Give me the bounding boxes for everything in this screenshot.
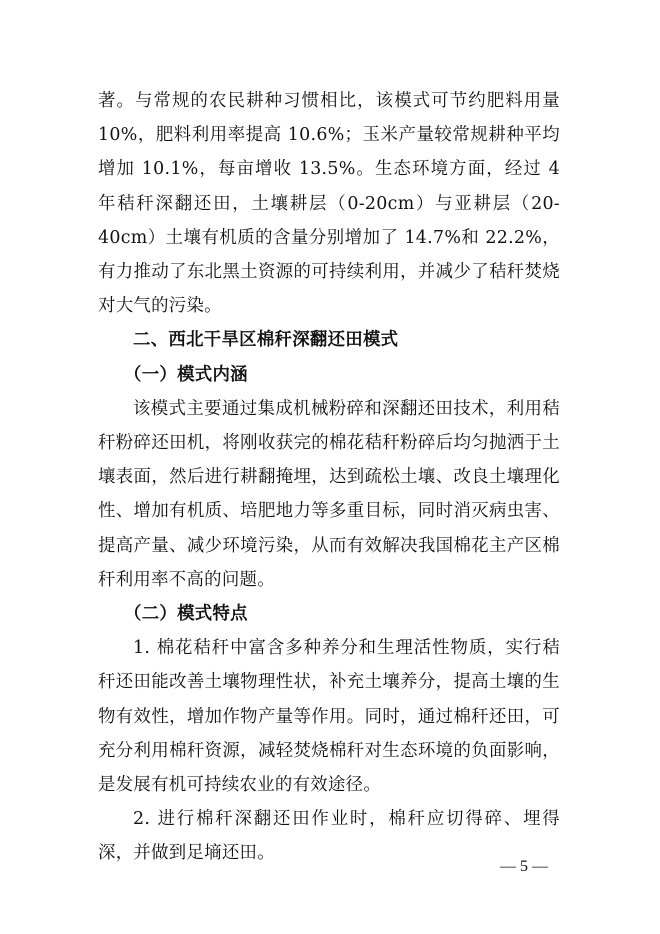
paragraph-connotation: 该模式主要通过集成机械粉碎和深翻还田技术，利用秸秆粉碎还田机，将刚收获完的棉花秸秆粉碎后均匀抛洒于土壤表面，然后进行耕翻掩埋，达到疏松土壤、改良土壤理化性、增加有机质、培肥地力等多重目标，同时消灭病虫害、提高产量、减少环境污染，从而有效解决我国棉花主产区棉秆利用率不高的问题。 <box>98 398 560 590</box>
page-number: — 5 — <box>500 858 548 875</box>
section-heading: 二、西北干旱区棉秆深翻还田模式 <box>133 330 399 351</box>
paragraph-continuation: 著。与常规的农民耕种习惯相比，该模式可节约肥料用量10%，肥料利用率提高 10.6%；玉米产量较常规耕种平均增加 10.1%，每亩增收 13.5%。生态环境方面，经过 4 年秸秆深翻还田，土壤耕层（0-20cm）与亚耕层（20-40cm）土壤有机质的含量分别增加了 14.7%和 22.2%，有力推动了东北黑土资源的可持续利用，并减少了秸秆焚烧对大气的污染。 <box>98 91 560 317</box>
document-body <box>98 84 560 871</box>
paragraph-feature-2: 2. 进行棉秆深翻还田作业时，棉秆应切得碎、埋得深，并做到足墒还田。 <box>98 809 560 864</box>
subsection-heading-features: （二）模式特点 <box>124 604 248 625</box>
paragraph-feature-1: 1. 棉花秸秆中富含多种养分和生理活性物质，实行秸秆还田能改善土壤物理性状，补充土壤养分，提高土壤的生物有效性，增加作物产量等作用。同时，通过棉秆还田，可充分利用棉秆资源，减轻焚烧棉秆对生态环境的负面影响，是发展有机可持续农业的有效途径。 <box>98 638 560 796</box>
subsection-heading-connotation: （一）模式内涵 <box>124 364 248 385</box>
